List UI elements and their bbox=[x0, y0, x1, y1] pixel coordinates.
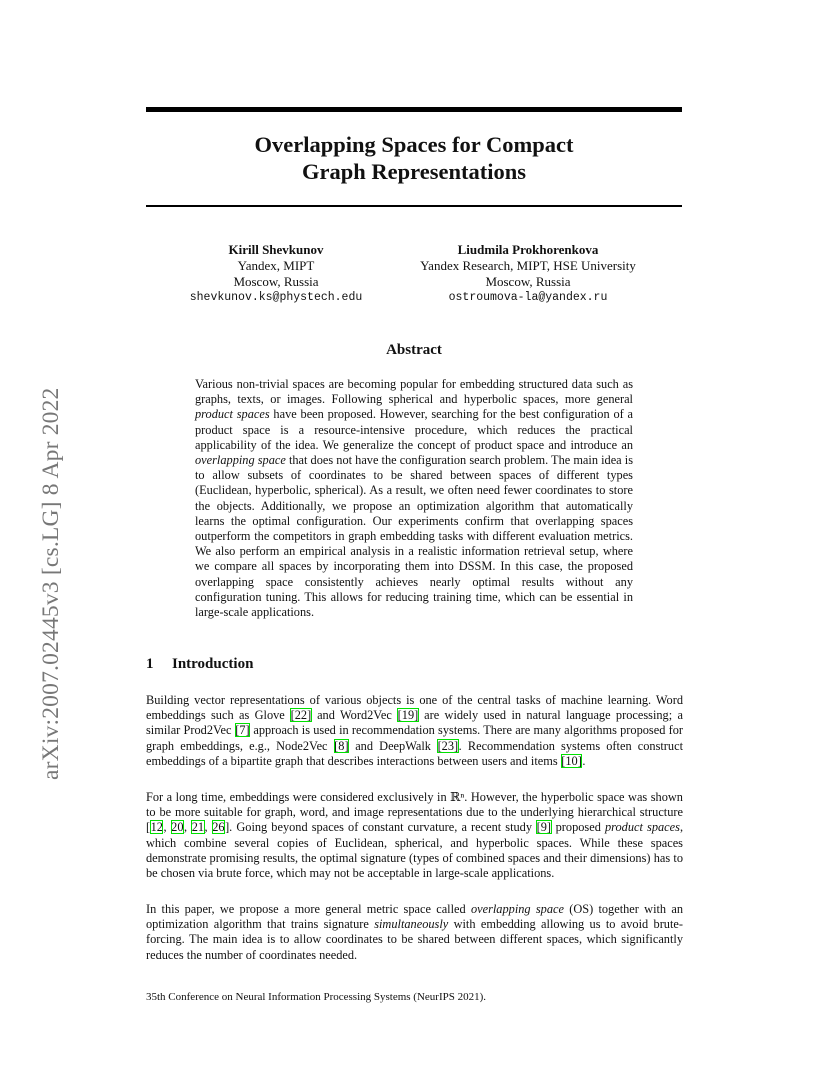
paragraph-text: and Word2Vec bbox=[311, 708, 398, 723]
abstract-heading: Abstract bbox=[386, 342, 442, 358]
citation-link[interactable]: 21 bbox=[191, 820, 205, 835]
author-block-2 bbox=[402, 242, 654, 306]
citation-link[interactable]: 26 bbox=[212, 820, 225, 835]
citation-link[interactable]: [9] bbox=[536, 820, 552, 835]
abstract-text: that does not have the configuration search problem. The main idea is to allow subsets of coordinates to be shared between spaces of different types (Euclidean, hyperbolic, spherical). As a result, we often need fewer coordinates to store the objects. Additionally, we propose an optimization algorithm that automatically learns the optimal configuration. Our experiments confirm that overlapping spaces outperform the competitors in graph embedding tasks with different evaluation metrics. We also perform an empirical analysis in a realistic information retrieval setup, where we compare all spaces by incorporating them into DSSM. In this case, the proposed overlapping space consistently achieves nearly optimal results without any configuration tuning. This allows for reducing training time, which can be essential in large-scale applications. bbox=[195, 453, 633, 620]
intro-paragraph-1 bbox=[146, 693, 683, 769]
citation-link[interactable]: [7] bbox=[235, 723, 250, 738]
paper-title bbox=[146, 131, 682, 185]
paragraph-text: and DeepWalk bbox=[349, 738, 438, 753]
paragraph-text: , bbox=[184, 820, 192, 835]
citation-link[interactable]: [19] bbox=[397, 708, 419, 723]
title-line-1: Overlapping Spaces for Compact bbox=[254, 132, 574, 157]
author-location: Moscow, Russia bbox=[233, 274, 319, 289]
abstract-emphasis: product spaces bbox=[195, 407, 270, 422]
section-title: Introduction bbox=[172, 656, 254, 672]
arxiv-stamp: arXiv:2007.02445v3 [cs.LG] 8 Apr 2022 bbox=[38, 387, 64, 780]
abstract-text: have been proposed. However, searching for the best configuration of a product space is a resource-intensive procedure, which reduces the practical applicability of the idea. We generalize the concept of product space and introduce an bbox=[195, 407, 633, 452]
paragraph-text: Building vector representations of various objects is one of the central tasks of machine learning. Word embeddings such as Glove bbox=[146, 693, 683, 723]
paragraph-emphasis: overlapping space bbox=[470, 902, 564, 916]
author-name: Kirill Shevkunov bbox=[228, 242, 324, 257]
author-block-1 bbox=[176, 242, 376, 306]
intro-paragraph-3 bbox=[146, 902, 683, 963]
paragraph-text: . bbox=[582, 753, 586, 768]
paragraph-text: . However, the hyperbolic space was shown to be more suitable for graph, word, and image representations due to the underlying hierarchical structure [ bbox=[146, 790, 683, 835]
paragraph-text: For a long time, embeddings were considered exclusively in bbox=[146, 790, 451, 804]
paragraph-text: proposed bbox=[551, 820, 605, 835]
paragraph-text: (OS) together with an optimization algorithm that trains signature bbox=[146, 902, 683, 932]
title-bottom-rule bbox=[146, 205, 682, 207]
paragraph-text: ]. Going beyond spaces of constant curvature, a recent study bbox=[225, 820, 537, 835]
section-heading bbox=[146, 656, 253, 673]
citation-link[interactable]: [23] bbox=[437, 738, 459, 753]
citation-link[interactable]: [8] bbox=[334, 738, 349, 753]
title-line-2: Graph Representations bbox=[302, 159, 526, 184]
paragraph-emphasis: product spaces bbox=[604, 820, 680, 835]
author-affiliation: Yandex Research, MIPT, HSE University bbox=[420, 258, 636, 273]
title-top-rule bbox=[146, 107, 682, 112]
intro-paragraph-2 bbox=[146, 790, 683, 881]
citation-link[interactable]: [10] bbox=[561, 753, 582, 768]
paragraph-text: with embedding allowing us to avoid brute-forcing. The main idea is to allow coordinates to be shared between different spaces, which significantly reduces the number of coordinates needed. bbox=[146, 917, 683, 962]
paragraph-text: In this paper, we propose a more general metric space called bbox=[146, 902, 471, 916]
citation-link[interactable]: 12 bbox=[150, 820, 163, 835]
abstract-emphasis: overlapping space bbox=[195, 453, 286, 468]
author-affiliation: Yandex, MIPT bbox=[237, 258, 315, 273]
abstract-body bbox=[195, 377, 633, 620]
abstract-text: Various non-trivial spaces are becoming popular for embedding structured data such as graphs, texts, or images. Following spherical and hyperbolic spaces, more general bbox=[195, 377, 633, 407]
paragraph-text: , which combine several copies of Euclidean, spherical, and hyperbolic spaces. While these spaces demonstrate promising results, the optimal signature (types of combined spaces and their dimensions) has to be chosen via brute force, which may not be acceptable in large-scale applications. bbox=[146, 820, 684, 881]
section-number: 1 bbox=[146, 656, 154, 672]
author-email[interactable]: shevkunov.ks@phystech.edu bbox=[189, 291, 363, 304]
author-name: Liudmila Prokhorenkova bbox=[457, 242, 599, 257]
conference-footnote: 35th Conference on Neural Information Processing Systems (NeurIPS 2021). bbox=[146, 991, 487, 1003]
author-email[interactable]: ostroumova-la@yandex.ru bbox=[448, 291, 608, 304]
citation-link[interactable]: 20 bbox=[171, 820, 184, 835]
citation-link[interactable]: [22] bbox=[290, 708, 312, 723]
paragraph-emphasis: simultaneously bbox=[374, 917, 449, 932]
author-location: Moscow, Russia bbox=[485, 274, 571, 289]
paragraph-text: are widely used in natural language processing; a similar Prod2Vec bbox=[146, 708, 683, 738]
paragraph-text: . Recommendation systems often construct embeddings of a bipartite graph that describes interactions between users and items bbox=[146, 738, 683, 768]
paragraph-text: , bbox=[163, 820, 171, 835]
math-symbol: ℝⁿ bbox=[450, 790, 465, 804]
paragraph-text: , bbox=[204, 820, 212, 835]
paragraph-text: approach is used in recommendation systems. There are many algorithms proposed for graph embeddings, e.g., Node2Vec bbox=[146, 723, 683, 753]
